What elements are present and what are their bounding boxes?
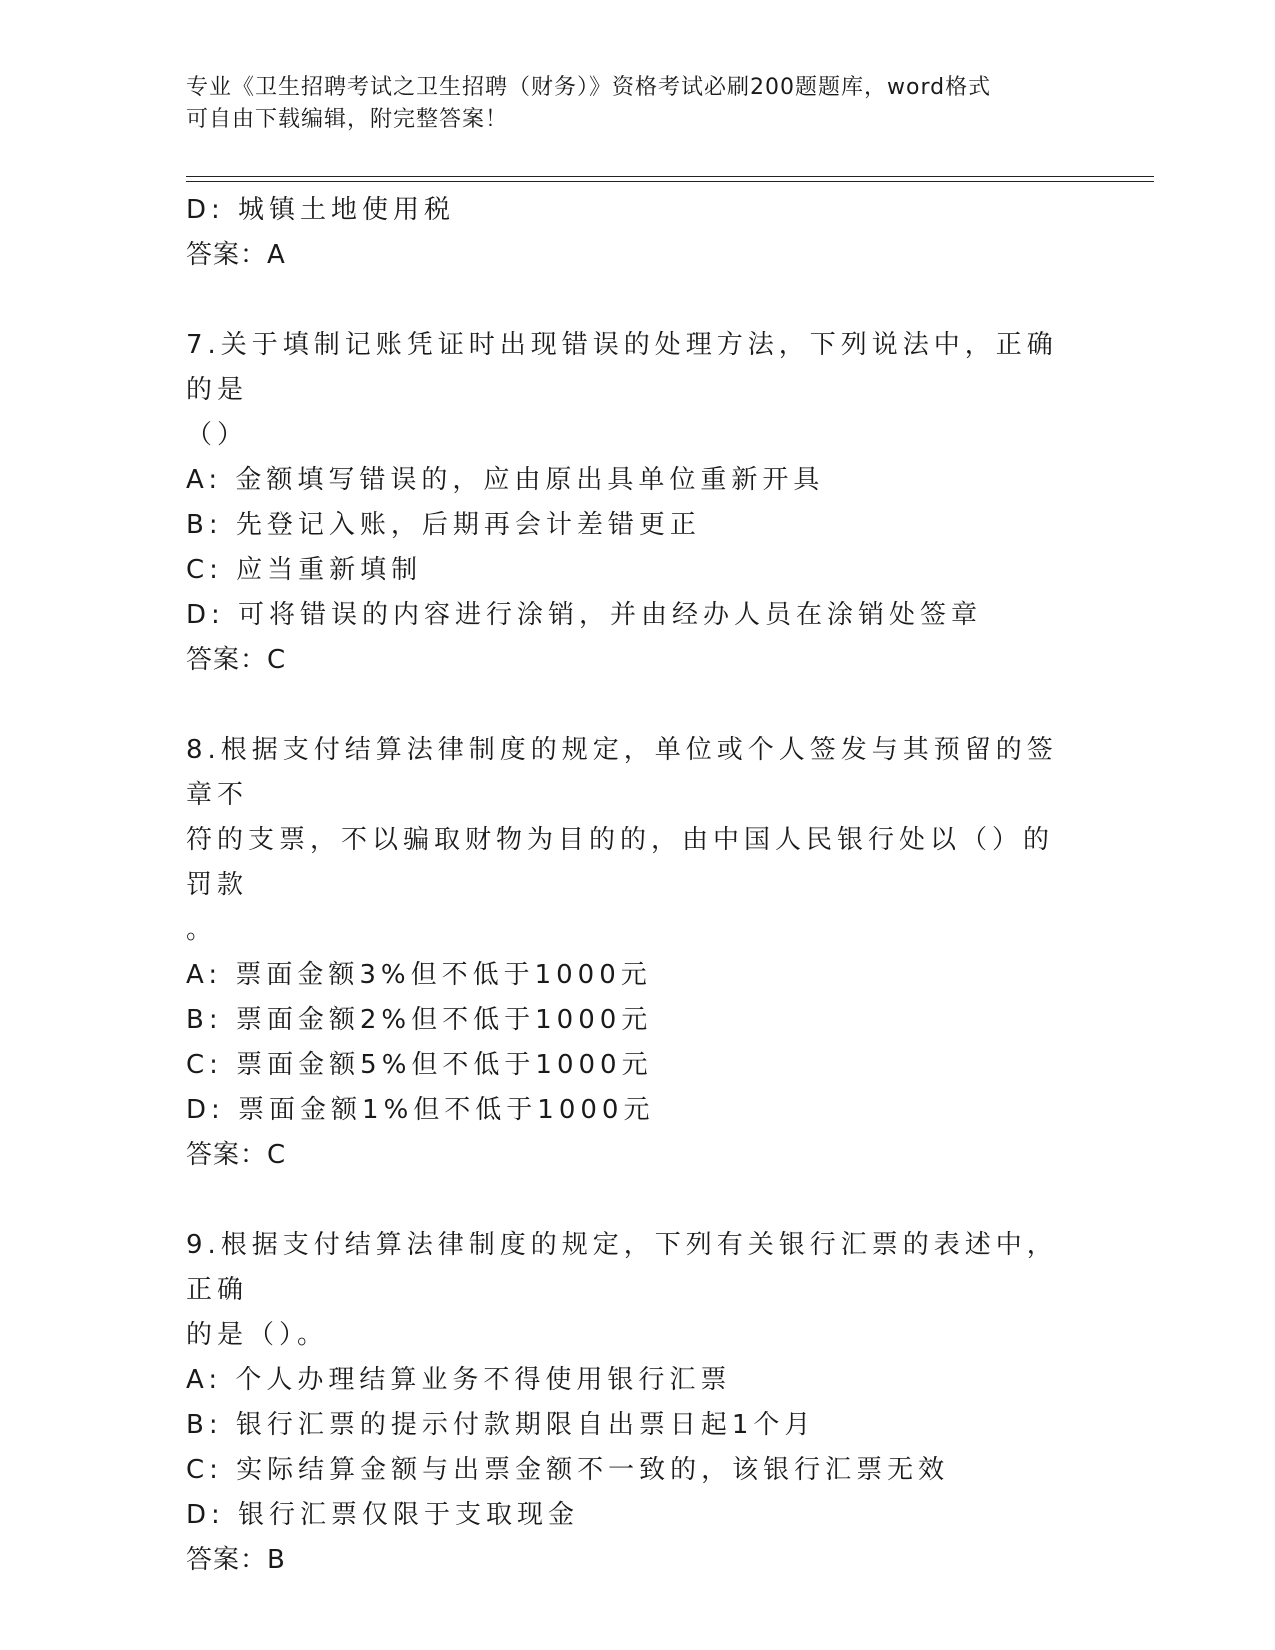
option-b: B: 银行汇票的提示付款期限自出票日起1个月: [186, 1410, 816, 1440]
answer-line: 答案：C: [186, 645, 287, 675]
header-line-1: 专业《卫生招聘考试之卫生招聘（财务）》资格考试必刷200题题库，word格式: [186, 75, 992, 100]
question-stem-line-1: 8.根据支付结算法律制度的规定，单位或个人签发与其预留的签章不: [186, 735, 1058, 810]
header-divider-bottom: [186, 181, 1154, 182]
option-a: A: 个人办理结算业务不得使用银行汇票: [186, 1365, 732, 1395]
question-stem-line-2: 的是（）。: [186, 1320, 329, 1350]
question-stem-line-1: 7.关于填制记账凭证时出现错误的处理方法，下列说法中，正确的是: [186, 330, 1058, 405]
question-7: [186, 323, 1066, 683]
question-9: [186, 1223, 1066, 1583]
option-d: D: 票面金额1%但不低于1000元: [186, 1095, 655, 1125]
option-c: C: 应当重新填制: [186, 555, 423, 585]
option-a: A: 金额填写错误的，应由原出具单位重新开具: [186, 465, 825, 495]
answer-line: 答案：C: [186, 1140, 287, 1170]
header-line-2: 可自由下载编辑，附完整答案！: [186, 107, 509, 132]
option-d: D: 银行汇票仅限于支取现金: [186, 1500, 580, 1530]
option-c: C: 票面金额5%但不低于1000元: [186, 1050, 653, 1080]
question-stem: [186, 1223, 1066, 1358]
option-c: C: 实际结算金额与出票金额不一致的，该银行汇票无效: [186, 1455, 950, 1485]
question-stem-line-2: 符的支票，不以骗取财物为目的的，由中国人民银行处以（）的罚款: [186, 825, 1055, 900]
option-b: B: 票面金额2%但不低于1000元: [186, 1005, 653, 1035]
option-d: D: 城镇土地使用税: [186, 195, 456, 225]
question-stem: [186, 323, 1066, 458]
question-list: [186, 188, 1066, 1583]
option-a: A: 票面金额3%但不低于1000元: [186, 960, 652, 990]
option-b: B: 先登记入账，后期再会计差错更正: [186, 510, 701, 540]
question-8: [186, 728, 1066, 1178]
answer-line: 答案：A: [186, 240, 286, 270]
question-6-fragment: [186, 188, 1066, 278]
question-stem-line-2: （）: [186, 420, 249, 450]
question-stem: [186, 728, 1066, 953]
question-stem-line-1: 9.根据支付结算法律制度的规定，下列有关银行汇票的表述中，正确: [186, 1230, 1058, 1305]
question-stem-line-3: 。: [186, 915, 218, 945]
answer-line: 答案：B: [186, 1545, 286, 1575]
header-divider-top: [186, 176, 1154, 177]
option-d: D: 可将错误的内容进行涂销，并由经办人员在涂销处签章: [186, 600, 983, 630]
document-header: [186, 72, 1066, 136]
